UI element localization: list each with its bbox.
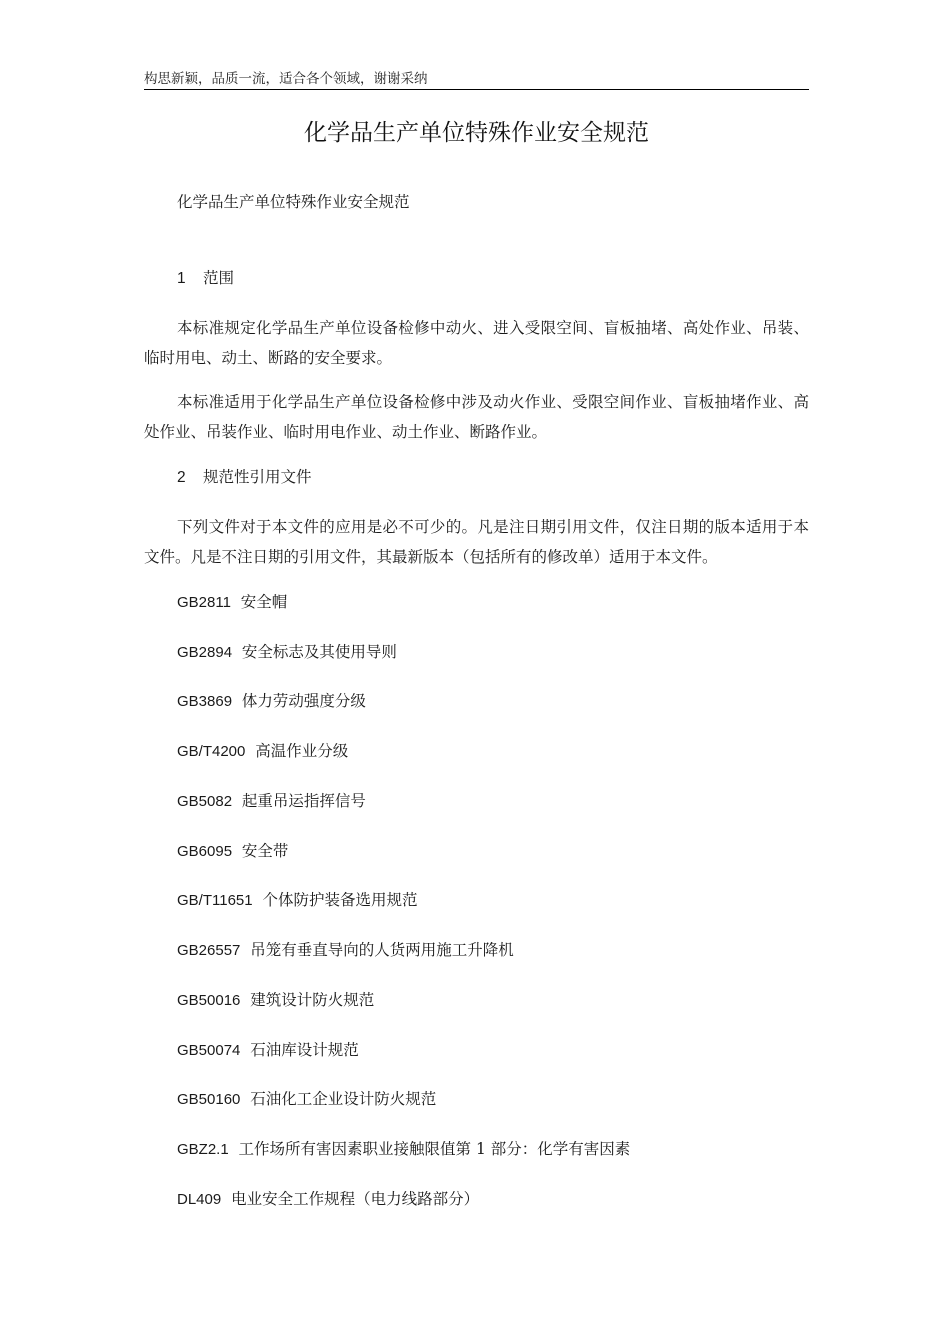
reference-code: GB6095 — [177, 843, 233, 860]
reference-item — [177, 1038, 359, 1063]
reference-title: 建筑设计防火规范 — [250, 991, 375, 1009]
section-number: 2 — [177, 469, 186, 486]
reference-item — [177, 1187, 479, 1212]
reference-item — [177, 888, 417, 913]
reference-code: GB2894 — [177, 644, 233, 661]
reference-code: GB26557 — [177, 942, 241, 959]
reference-title: 安全帽 — [240, 593, 288, 611]
reference-title: 电业安全工作规程（电力线路部分） — [231, 1190, 480, 1208]
reference-title: 石油化工企业设计防火规范 — [250, 1090, 437, 1108]
reference-title: 个体防护装备选用规范 — [262, 891, 418, 909]
reference-title: 起重吊运指挥信号 — [241, 792, 366, 810]
reference-code: GB3869 — [177, 693, 233, 710]
section-title: 规范性引用文件 — [203, 468, 312, 486]
document-title: 化学品生产单位特殊作业安全规范 — [304, 120, 649, 146]
section-number: 1 — [177, 270, 186, 287]
reference-code: GB50074 — [177, 1042, 241, 1059]
reference-code: DL409 — [177, 1191, 222, 1208]
paragraph: 本标准规定化学品生产单位设备检修中动火、进入受限空间、盲板抽堵、高处作业、吊装、临时用电、动土、断路的安全要求。 — [144, 319, 809, 367]
page-header — [144, 70, 809, 90]
header-text: 构思新颖，品质一流，适合各个领域，谢谢采纳 — [144, 71, 428, 87]
section-title: 范围 — [203, 269, 235, 287]
document-subtitle: 化学品生产单位特殊作业安全规范 — [177, 193, 410, 211]
reference-item — [177, 739, 348, 764]
reference-title: 体力劳动强度分级 — [241, 692, 366, 710]
reference-item — [177, 1137, 630, 1162]
reference-title: 石油库设计规范 — [250, 1041, 359, 1059]
reference-code: GB/T11651 — [177, 892, 253, 909]
reference-code: GB/T4200 — [177, 743, 246, 760]
section-heading-1 — [177, 266, 234, 291]
reference-item — [177, 839, 288, 864]
reference-code: GB50016 — [177, 992, 241, 1009]
reference-item — [177, 640, 397, 665]
paragraph: 本标准适用于化学品生产单位设备检修中涉及动火作业、受限空间作业、盲板抽堵作业、高处作业、吊装作业、临时用电作业、动土作业、断路作业。 — [144, 393, 809, 441]
reference-item — [177, 988, 374, 1013]
paragraph: 下列文件对于本文件的应用是必不可少的。凡是注日期引用文件，仅注日期的版本适用于本文件。凡是不注日期的引用文件，其最新版本（包括所有的修改单）适用于本文件。 — [144, 518, 809, 566]
reference-item — [177, 789, 366, 814]
reference-item — [177, 938, 514, 963]
reference-code: GB50160 — [177, 1091, 241, 1108]
reference-title: 工作场所有害因素职业接触限值第 1 部分：化学有害因素 — [238, 1140, 631, 1158]
reference-item — [177, 689, 366, 714]
section-heading-2 — [177, 465, 312, 490]
reference-code: GB2811 — [177, 594, 231, 611]
reference-code: GBZ2.1 — [177, 1141, 229, 1158]
reference-code: GB5082 — [177, 793, 233, 810]
reference-item — [177, 590, 287, 615]
reference-title: 安全带 — [241, 842, 289, 860]
reference-title: 吊笼有垂直导向的人货两用施工升降机 — [250, 941, 514, 959]
reference-title: 安全标志及其使用导则 — [241, 643, 397, 661]
reference-title: 高温作业分级 — [255, 742, 349, 760]
reference-item — [177, 1087, 436, 1112]
